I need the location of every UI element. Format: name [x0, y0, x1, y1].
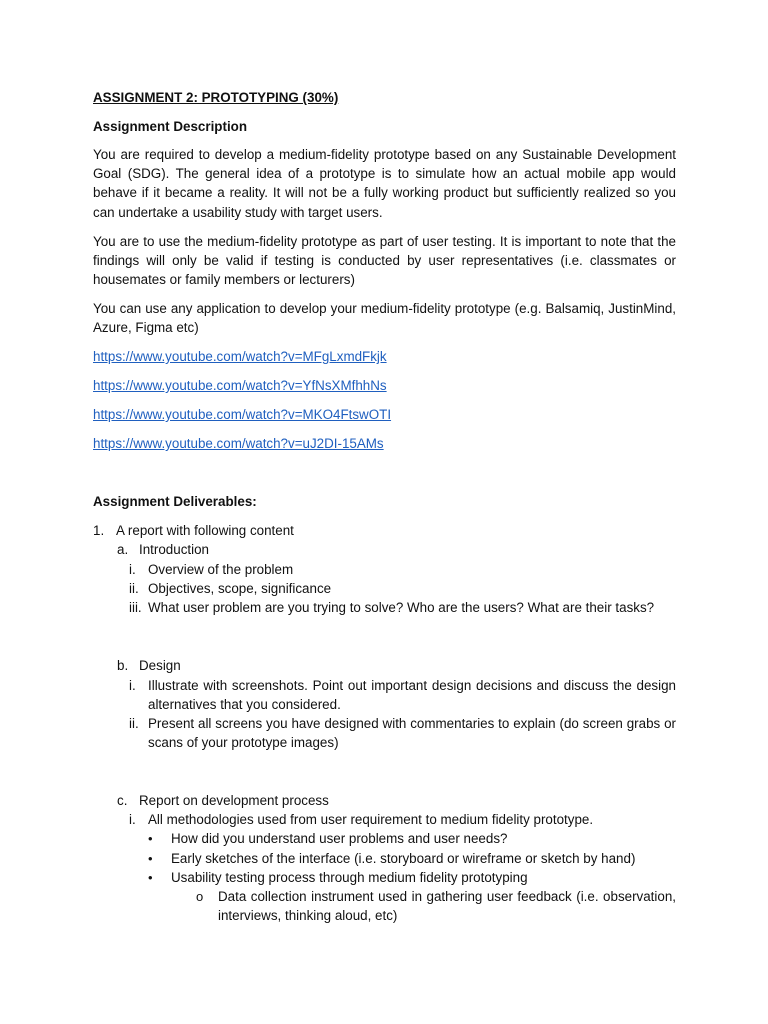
list-item: What user problem are you trying to solve? Who are the users? What are their tasks?	[148, 600, 655, 615]
bullet-icon: •	[148, 870, 153, 885]
deliverables-heading: Assignment Deliverables:	[93, 494, 257, 509]
video-link-4[interactable]: https://www.youtube.com/watch?v=uJ2DI-15AMs	[93, 436, 384, 451]
list-item: Data collection instrument used in gathering user feedback (i.e. observation, interviews, thinking aloud, etc)	[218, 889, 676, 924]
description-paragraph-2: You are to use the medium-fidelity prototype as part of user testing. It is important to note that the findings will only be valid if testing is conducted by user representatives (i.e. classmates or housemates or family members or lecturers)	[93, 234, 676, 288]
description-paragraph-1: You are required to develop a medium-fidelity prototype based on any Sustainable Development Goal (SDG). The general idea of a prototype is to simulate how an actual mobile app would behave if it became a reality. It will not be a fully working product but sufficiently realized so you can undertake a usability study with target users.	[93, 147, 676, 220]
list-item: Early sketches of the interface (i.e. storyboard or wireframe or sketch by hand)	[171, 851, 636, 866]
bullet-icon: •	[148, 851, 153, 866]
list-marker: i.	[129, 812, 136, 827]
list-item: Usability testing process through medium fidelity prototyping	[171, 870, 528, 885]
video-link-3[interactable]: https://www.youtube.com/watch?v=MKO4FtswOTI	[93, 407, 392, 422]
video-link-row	[93, 405, 676, 424]
description-paragraph-3: You can use any application to develop your medium-fidelity prototype (e.g. Balsamiq, JustinMind, Azure, Figma etc)	[93, 301, 676, 336]
list-marker: i.	[129, 678, 136, 693]
list-marker: ii.	[129, 581, 139, 596]
section-development-process: Report on development process	[139, 793, 329, 808]
bullet-icon: •	[148, 831, 153, 846]
list-marker: c.	[117, 793, 128, 808]
video-link-row	[93, 434, 676, 453]
list-marker: a.	[117, 542, 129, 557]
list-marker: i.	[129, 562, 136, 577]
assignment-title: ASSIGNMENT 2: PROTOTYPING (30%)	[93, 90, 339, 105]
deliverable-item-report: A report with following content	[116, 523, 294, 538]
list-item: All methodologies used from user requirement to medium fidelity prototype.	[148, 812, 594, 827]
list-item: Present all screens you have designed with commentaries to explain (do screen grabs or scans of your prototype images)	[148, 716, 676, 751]
circle-bullet-icon: o	[196, 889, 204, 904]
list-marker: iii.	[129, 600, 142, 615]
section-introduction: Introduction	[139, 542, 209, 557]
list-marker: 1.	[93, 523, 105, 538]
list-item: How did you understand user problems and user needs?	[171, 831, 508, 846]
video-link-2[interactable]: https://www.youtube.com/watch?v=YfNsXMfhhNs	[93, 378, 387, 393]
list-marker: ii.	[129, 716, 139, 731]
video-link-1[interactable]: https://www.youtube.com/watch?v=MFgLxmdFkjk	[93, 349, 387, 364]
description-heading: Assignment Description	[93, 119, 248, 134]
video-link-row	[93, 347, 676, 366]
list-marker: b.	[117, 658, 129, 673]
list-item: Objectives, scope, significance	[148, 581, 332, 596]
list-item: Illustrate with screenshots. Point out important design decisions and discuss the design alternatives that you considered.	[148, 678, 676, 713]
section-design: Design	[139, 658, 181, 673]
list-item: Overview of the problem	[148, 562, 294, 577]
video-link-row	[93, 376, 676, 395]
